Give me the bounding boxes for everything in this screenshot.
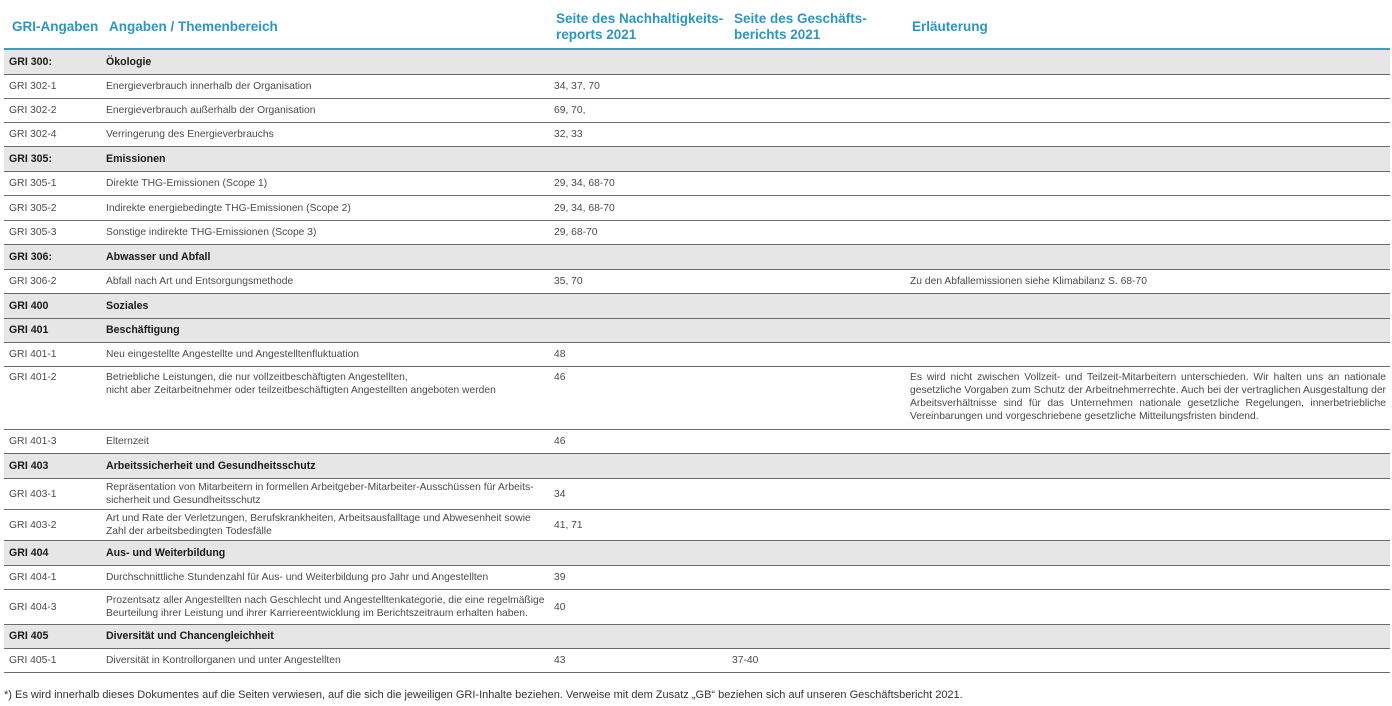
topic: Abfall nach Art und Entsorgungsmethode bbox=[106, 276, 294, 287]
table-row bbox=[4, 590, 1390, 625]
explanation: Es wird nicht zwischen Vollzeit- und Teilzeit-Mitarbeitern unterschieden. Wir halten uns an nationale gesetzliche Vorgaben zum Schutz der Arbeitnehmerrechte. Auch bei der vertraglichen Ausgestaltung der Arbeitsverhältnisse sind für das Unternehmen nationale gesetzliche Regelungen, innerbetriebliche Vereinbarungen und vorgeschriebene gesetzliche Mitteilungsfristen bindend. bbox=[910, 372, 1386, 422]
report-pages: 29, 34, 68-70 bbox=[554, 202, 615, 214]
section-row bbox=[4, 454, 1390, 479]
table-row bbox=[4, 270, 1390, 294]
topic: Ökologie bbox=[106, 55, 152, 68]
gri-id: GRI 404 bbox=[9, 546, 49, 559]
report-pages: 69, 70, bbox=[554, 105, 586, 116]
section-row bbox=[4, 294, 1390, 319]
gri-id: GRI 401-1 bbox=[9, 349, 57, 360]
report-pages: 46 bbox=[554, 436, 566, 447]
section-row bbox=[4, 50, 1390, 75]
table-row bbox=[4, 123, 1390, 147]
section-row bbox=[4, 319, 1390, 343]
report-pages: 46 bbox=[554, 372, 566, 383]
topic: Aus- und Weiterbildung bbox=[106, 546, 226, 559]
topic: Arbeitssicherheit und Gesundheitsschutz bbox=[106, 459, 316, 472]
gri-id: GRI 305-1 bbox=[9, 178, 57, 189]
gri-id: GRI 403 bbox=[9, 459, 49, 472]
gri-id: GRI 404-3 bbox=[9, 601, 57, 613]
gri-id: GRI 401-3 bbox=[9, 436, 57, 447]
report-pages: 29, 34, 68-70 bbox=[554, 178, 615, 189]
report-pages: 35, 70 bbox=[554, 276, 583, 287]
header-geschaeftsbericht: Seite des Geschäfts- berichts 2021 bbox=[734, 11, 867, 42]
gri-id: GRI 405-1 bbox=[9, 655, 57, 666]
report-pages: 39 bbox=[554, 572, 566, 583]
table-row bbox=[4, 430, 1390, 454]
footnote: *) Es wird innerhalb dieses Dokumentes auf die Seiten verwiesen, auf die sich die jeweiligen GRI-Inhalte beziehen. Verweise mit dem Zusatz „GB“ beziehen sich auf unseren Geschäftsbericht 2021. bbox=[4, 689, 963, 701]
topic: Durchschnittliche Stundenzahl für Aus- und Weiterbildung pro Jahr und Angestellten bbox=[106, 572, 489, 583]
header-erlaeuterung: Erläuterung bbox=[912, 19, 988, 34]
report-pages: 32, 33 bbox=[554, 129, 583, 140]
table-row bbox=[4, 343, 1390, 367]
report-pages: 34 bbox=[554, 488, 566, 500]
header-themenbereich: Angaben / Themenbereich bbox=[109, 19, 278, 34]
report-pages: 43 bbox=[554, 655, 566, 666]
gri-id: GRI 302-1 bbox=[9, 81, 57, 92]
gri-id: GRI 305: bbox=[9, 152, 52, 165]
topic: Soziales bbox=[106, 299, 149, 312]
topic: Sonstige indirekte THG-Emissionen (Scope 3) bbox=[106, 227, 317, 238]
topic: Emissionen bbox=[106, 152, 166, 165]
gri-id: GRI 401 bbox=[9, 324, 49, 336]
gri-id: GRI 302-2 bbox=[9, 105, 57, 116]
gri-id: GRI 306-2 bbox=[9, 276, 57, 287]
gri-id: GRI 403-2 bbox=[9, 519, 57, 531]
topic: Repräsentation von Mitarbeitern in formellen Arbeitgeber-Mitarbeiter-Ausschüssen für Arbeits-sicherheit und Gesundheitsschutz bbox=[106, 482, 534, 506]
header-nachhaltigkeitsreport: Seite des Nachhaltigkeits- reports 2021 bbox=[556, 11, 724, 42]
gri-id: GRI 404-1 bbox=[9, 572, 57, 583]
section-row bbox=[4, 625, 1390, 649]
table-row bbox=[4, 367, 1390, 430]
gri-id: GRI 400 bbox=[9, 299, 49, 312]
report-pages: 34, 37, 70 bbox=[554, 81, 600, 92]
table-row bbox=[4, 221, 1390, 245]
report-pages: 41, 71 bbox=[554, 519, 583, 531]
section-row bbox=[4, 245, 1390, 270]
table-header bbox=[4, 6, 1390, 50]
topic: Elternzeit bbox=[106, 436, 149, 447]
gri-id: GRI 305-2 bbox=[9, 202, 57, 214]
gb-pages: 37-40 bbox=[732, 655, 759, 666]
gri-id: GRI 306: bbox=[9, 250, 52, 263]
table-row bbox=[4, 196, 1390, 221]
topic: Neu eingestellte Angestellte und Angestelltenfluktuation bbox=[106, 349, 360, 360]
table-row bbox=[4, 510, 1390, 541]
gri-id: GRI 403-1 bbox=[9, 488, 57, 500]
report-pages: 48 bbox=[554, 349, 566, 360]
explanation: Zu den Abfallemissionen siehe Klimabilanz S. 68-70 bbox=[910, 276, 1147, 287]
gri-index-table bbox=[4, 6, 1390, 673]
topic: Abwasser und Abfall bbox=[106, 250, 211, 263]
topic: Direkte THG-Emissionen (Scope 1) bbox=[106, 178, 268, 189]
topic: Verringerung des Energieverbrauchs bbox=[106, 129, 274, 140]
gri-id: GRI 401-2 bbox=[9, 372, 57, 383]
topic: Energieverbrauch außerhalb der Organisation bbox=[106, 105, 316, 116]
topic: Diversität in Kontrollorganen und unter Angestellten bbox=[106, 655, 341, 666]
table-row bbox=[4, 649, 1390, 673]
table-row bbox=[4, 479, 1390, 510]
header-gri-angaben: GRI-Angaben bbox=[12, 19, 99, 34]
table-row bbox=[4, 172, 1390, 196]
report-pages: 40 bbox=[554, 601, 566, 613]
section-row bbox=[4, 541, 1390, 566]
topic: Art und Rate der Verletzungen, Berufskrankheiten, Arbeitsausfalltage und Abwesenheit sowie Zahl der arbeitsbedingten Todesfälle bbox=[106, 513, 531, 537]
table-row bbox=[4, 566, 1390, 590]
gri-id: GRI 305-3 bbox=[9, 227, 57, 238]
topic: Diversität und Chancengleichheit bbox=[106, 630, 274, 642]
gri-id: GRI 302-4 bbox=[9, 129, 57, 140]
topic: Energieverbrauch innerhalb der Organisation bbox=[106, 81, 312, 92]
table-row bbox=[4, 99, 1390, 123]
topic: Prozentsatz aller Angestellten nach Geschlecht und Angestelltenkategorie, die eine regelmäßige Beurteilung ihrer Leistung und ihrer Karriereentwicklung im Berichtszeitraum erhalten haben. bbox=[106, 595, 545, 619]
gri-id: GRI 300: bbox=[9, 55, 52, 68]
table-row bbox=[4, 75, 1390, 99]
topic: Betriebliche Leistungen, die nur vollzeitbeschäftigten Angestellten, nicht aber Zeitarbeitnehmer oder teilzeitbeschäftigten Angestellten angeboten werden bbox=[106, 372, 496, 396]
topic: Indirekte energiebedingte THG-Emissionen (Scope 2) bbox=[106, 202, 351, 214]
section-row bbox=[4, 147, 1390, 172]
gri-id: GRI 405 bbox=[9, 630, 49, 642]
report-pages: 29, 68-70 bbox=[554, 227, 598, 238]
topic: Beschäftigung bbox=[106, 324, 180, 336]
